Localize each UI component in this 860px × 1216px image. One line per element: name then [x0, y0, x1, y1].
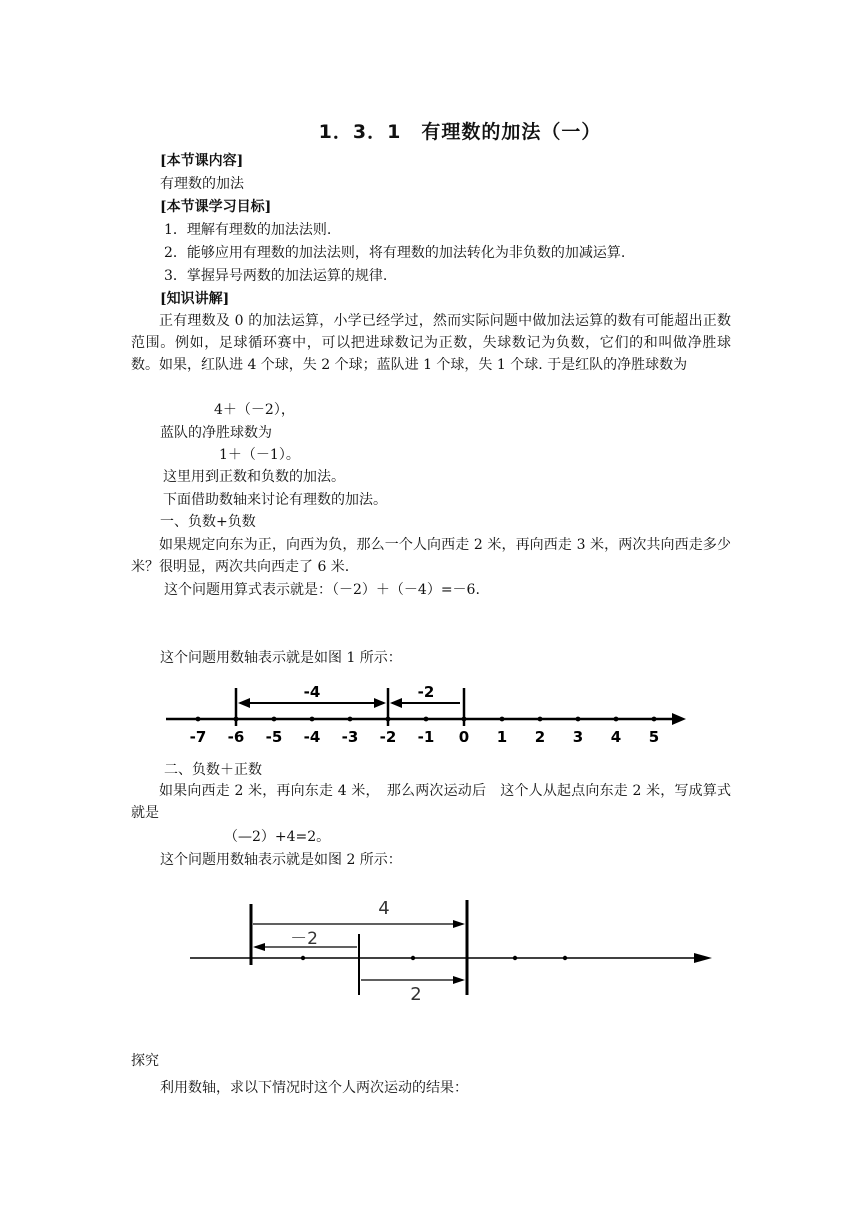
tick-point: [538, 717, 543, 722]
axis-point: [301, 956, 305, 960]
tick-label: -5: [265, 728, 283, 746]
tick-label: -7: [189, 728, 207, 746]
page-title: 1．3．1 有理数的加法（一）: [318, 121, 602, 143]
goal-item-1: 1．理解有理数的加法法则.: [164, 222, 332, 238]
used-text: 这里用到正数和负数的加法。: [163, 469, 345, 485]
tick-label: -3: [341, 728, 359, 746]
arrow-4-label: 4: [378, 898, 390, 919]
expression-blue: 1＋（－1）。: [219, 447, 300, 463]
tick-label: -1: [417, 728, 435, 746]
figure1-number-line: [160, 680, 700, 750]
section1-heading: 一、负数+负数: [160, 514, 256, 530]
section1-paragraph: 如果规定向东为正，向西为负，那么一个人向西走 2 米，再向西走 3 米，两次共向西走多少米？很明显，两次共向西走了 6 米.: [131, 537, 731, 575]
arrow-minus-4-left-head: [238, 698, 250, 708]
tick-label: -2: [379, 728, 397, 746]
goal-item-3: 3．掌握异号两数的加法运算的规律.: [164, 268, 388, 284]
tick-point: [652, 717, 657, 722]
tick-point: [196, 717, 201, 722]
section2-paragraph: 如果向西走 2 米，再向东走 4 米， 那么两次运动后 这个人从起点向东走 2 米，写成算式就是: [131, 783, 731, 821]
figure2-caption: 这个问题用数轴表示就是如图 2 所示：: [160, 852, 402, 868]
tick-label: -4: [303, 728, 321, 746]
axis-point: [563, 956, 567, 960]
arrow-minus-2-label: -2: [417, 683, 435, 701]
tick-label: -6: [227, 728, 245, 746]
tick-point: [348, 717, 353, 722]
tick-label: 2: [534, 728, 546, 746]
goal-item-2: 2．能够应用有理数的加法法则，将有理数的加法转化为非负数的加减运算.: [164, 245, 626, 261]
tick-point: [576, 717, 581, 722]
axis-arrowhead: [672, 713, 686, 725]
content-heading: [本节课内容]: [160, 153, 244, 169]
tick-point: [500, 717, 505, 722]
tick-point: [310, 717, 315, 722]
knowledge-heading: [知识讲解]: [160, 291, 230, 307]
axis-point: [411, 956, 415, 960]
intro-paragraph: 正有理数及 0 的加法运算，小学已经学过，然而实际问题中做加法运算的数有可能超出正数范围。例如，足球循环赛中，可以把进球数记为正数，失球数记为负数，它们的和叫做净胜球数。如果，红队进 4 个球，失 2 个球；蓝队进 1 个球，失 1 个球. 于是红队的净胜球数为: [131, 313, 731, 373]
tick-label: 0: [458, 728, 470, 746]
section2-heading: 二、负数＋正数: [164, 762, 262, 778]
section2-expression: （—2）+4=2。: [224, 829, 331, 845]
axis-arrowhead: [694, 953, 712, 963]
arrow-minus-2-label: －2: [290, 929, 318, 949]
arrow-minus-2-left-head: [390, 698, 402, 708]
figure2-number-line: [160, 870, 730, 1020]
expression-red: 4＋（－2），: [214, 402, 295, 418]
explore-text: 利用数轴，求以下情况时这个人两次运动的结果：: [160, 1080, 468, 1096]
arrow-4-head: [453, 920, 465, 928]
goals-heading: [本节课学习目标]: [160, 199, 272, 215]
section1-expression: 这个问题用算式表示就是：（－2）＋（－4）=－6.: [164, 582, 480, 598]
arrow-minus-4-label: -4: [303, 683, 321, 701]
tick-point: [614, 717, 619, 722]
content-text: 有理数的加法: [160, 176, 244, 192]
arrow-minus-2-head: [253, 943, 265, 951]
arrow-2-label: 2: [410, 984, 422, 1005]
tick-label: 5: [648, 728, 660, 746]
tick-label: 3: [572, 728, 584, 746]
arrow-2-head: [453, 976, 465, 984]
tick-label: 1: [496, 728, 508, 746]
explore-heading: 探究: [131, 1053, 159, 1069]
tick-point: [424, 717, 429, 722]
axis-point: [513, 956, 517, 960]
tick-point: [272, 717, 277, 722]
blue-label: 蓝队的净胜球数为: [160, 425, 272, 441]
tick-label: 4: [610, 728, 622, 746]
arrow-minus-4-right-head: [374, 698, 386, 708]
discuss-text: 下面借助数轴来讨论有理数的加法。: [163, 492, 387, 508]
figure1-caption: 这个问题用数轴表示就是如图 1 所示：: [160, 650, 402, 666]
